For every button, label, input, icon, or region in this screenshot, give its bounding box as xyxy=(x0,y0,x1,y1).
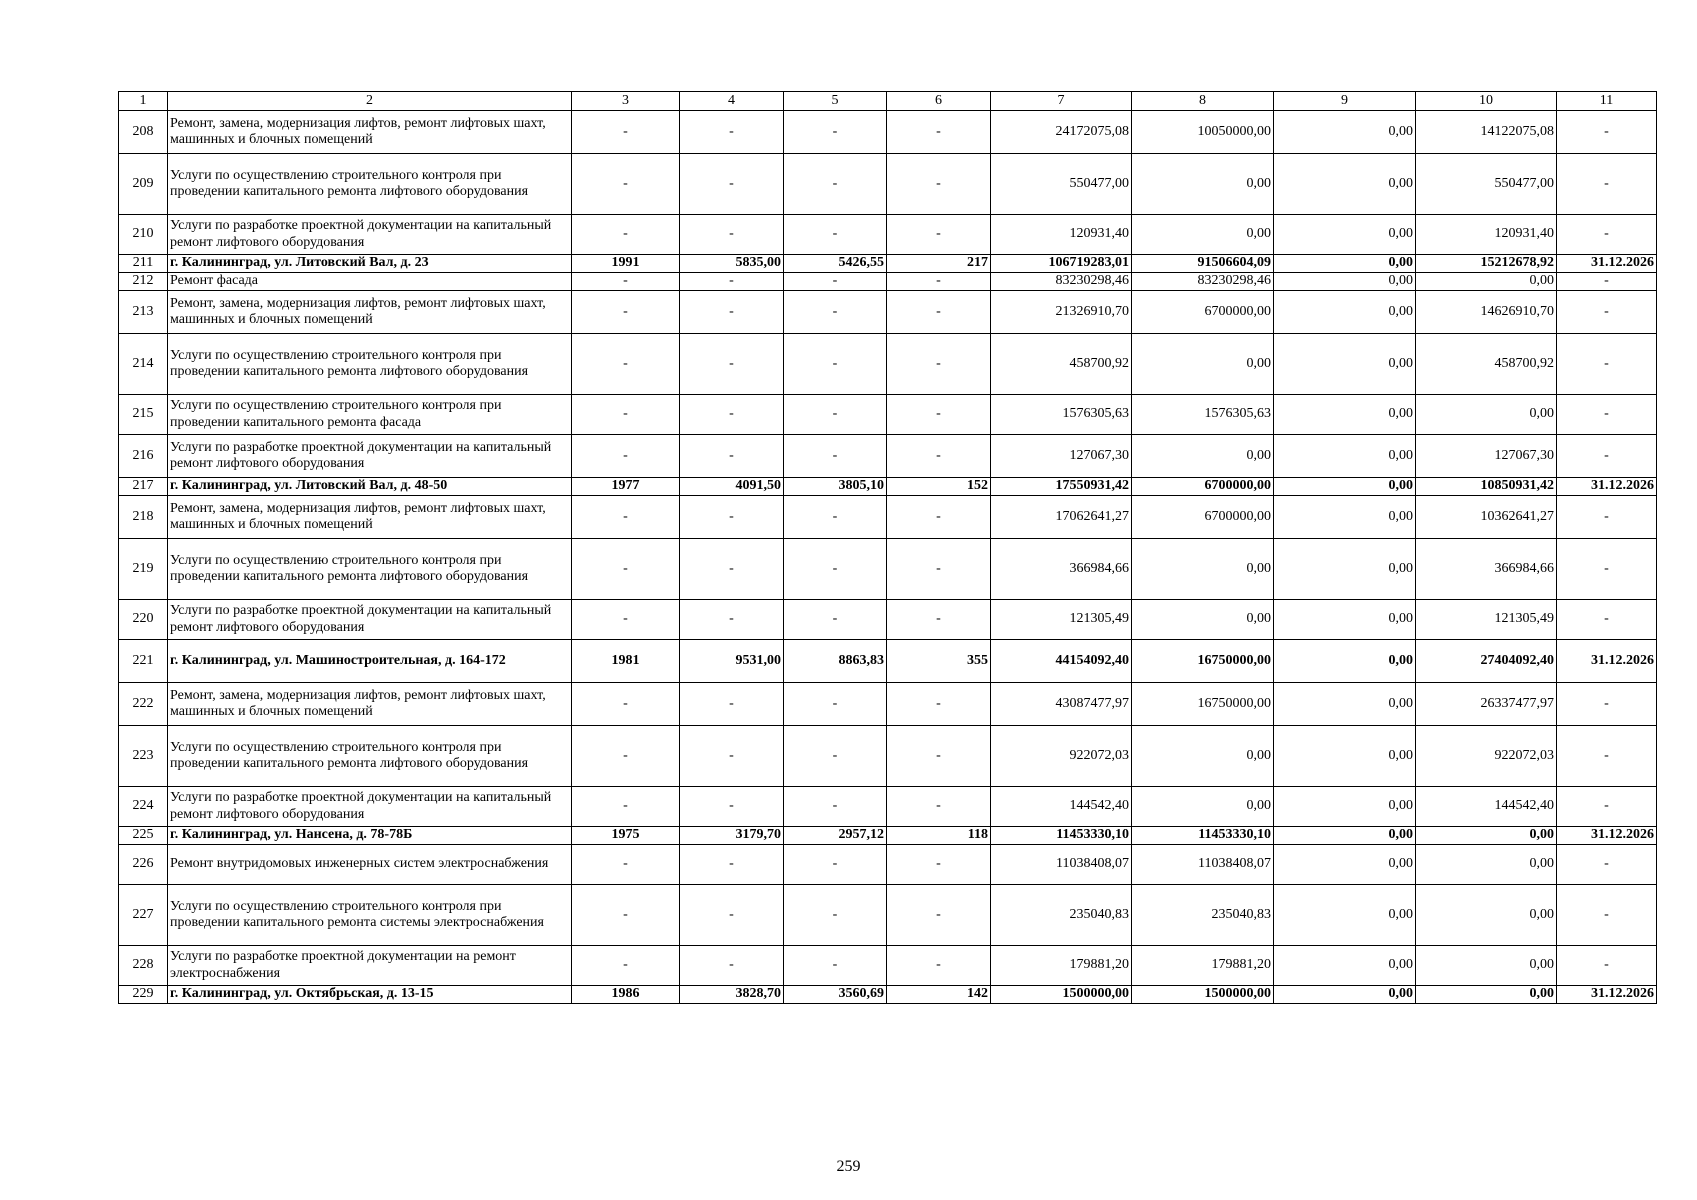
col9-cell: 0,00 xyxy=(1274,539,1416,600)
row-number-cell: 224 xyxy=(119,787,168,827)
col5-cell: - xyxy=(784,496,887,539)
col8-cell: 6700000,00 xyxy=(1132,478,1274,496)
col5-cell: - xyxy=(784,683,887,726)
address-row xyxy=(119,986,1657,1004)
description-cell: Ремонт внутридомовых инженерных систем электроснабжения xyxy=(168,845,572,885)
col9-cell: 0,00 xyxy=(1274,787,1416,827)
row-number-cell: 226 xyxy=(119,845,168,885)
description-cell: Ремонт, замена, модернизация лифтов, ремонт лифтовых шахт, машинных и блочных помещений xyxy=(168,291,572,334)
col8-cell: 0,00 xyxy=(1132,539,1274,600)
col6-cell: 152 xyxy=(887,478,991,496)
header-cell: 11 xyxy=(1557,92,1657,111)
work-item-row xyxy=(119,787,1657,827)
col4-cell: - xyxy=(680,111,784,154)
row-number-cell: 215 xyxy=(119,395,168,435)
col11-cell: 31.12.2026 xyxy=(1557,827,1657,845)
col7-cell: 17550931,42 xyxy=(991,478,1132,496)
year-cell: - xyxy=(572,726,680,787)
col9-cell: 0,00 xyxy=(1274,215,1416,255)
col5-cell: - xyxy=(784,435,887,478)
description-cell: Услуги по осуществлению строительного контроля при проведении капитального ремонта фасада xyxy=(168,395,572,435)
col6-cell: 355 xyxy=(887,640,991,683)
col11-cell: - xyxy=(1557,154,1657,215)
col11-cell: - xyxy=(1557,600,1657,640)
col4-cell: 3828,70 xyxy=(680,986,784,1004)
description-cell: г. Калининград, ул. Литовский Вал, д. 23 xyxy=(168,255,572,273)
year-cell: - xyxy=(572,885,680,946)
repair-program-table xyxy=(118,91,1657,1004)
col4-cell: - xyxy=(680,435,784,478)
col6-cell: - xyxy=(887,215,991,255)
year-cell: 1977 xyxy=(572,478,680,496)
page-number: 259 xyxy=(836,1158,861,1175)
col10-cell: 922072,03 xyxy=(1416,726,1557,787)
col9-cell: 0,00 xyxy=(1274,154,1416,215)
col7-cell: 1500000,00 xyxy=(991,986,1132,1004)
row-number-cell: 210 xyxy=(119,215,168,255)
col7-cell: 24172075,08 xyxy=(991,111,1132,154)
col7-cell: 144542,40 xyxy=(991,787,1132,827)
year-cell: - xyxy=(572,111,680,154)
col7-cell: 127067,30 xyxy=(991,435,1132,478)
description-cell: Ремонт, замена, модернизация лифтов, ремонт лифтовых шахт, машинных и блочных помещений xyxy=(168,683,572,726)
header-cell: 1 xyxy=(119,92,168,111)
col10-cell: 26337477,97 xyxy=(1416,683,1557,726)
row-number-cell: 208 xyxy=(119,111,168,154)
col9-cell: 0,00 xyxy=(1274,111,1416,154)
work-item-row xyxy=(119,154,1657,215)
header-cell: 9 xyxy=(1274,92,1416,111)
col4-cell: 3179,70 xyxy=(680,827,784,845)
year-cell: 1975 xyxy=(572,827,680,845)
col10-cell: 14122075,08 xyxy=(1416,111,1557,154)
col7-cell: 43087477,97 xyxy=(991,683,1132,726)
work-item-row xyxy=(119,946,1657,986)
col5-cell: - xyxy=(784,395,887,435)
col10-cell: 458700,92 xyxy=(1416,334,1557,395)
column-number-header-row xyxy=(119,92,1657,111)
col4-cell: - xyxy=(680,496,784,539)
col7-cell: 11453330,10 xyxy=(991,827,1132,845)
work-item-row xyxy=(119,111,1657,154)
col10-cell: 121305,49 xyxy=(1416,600,1557,640)
col10-cell: 366984,66 xyxy=(1416,539,1557,600)
work-item-row xyxy=(119,683,1657,726)
col8-cell: 235040,83 xyxy=(1132,885,1274,946)
col8-cell: 10050000,00 xyxy=(1132,111,1274,154)
col5-cell: - xyxy=(784,787,887,827)
col5-cell: 5426,55 xyxy=(784,255,887,273)
col8-cell: 0,00 xyxy=(1132,726,1274,787)
col4-cell: - xyxy=(680,600,784,640)
col4-cell: - xyxy=(680,845,784,885)
year-cell: - xyxy=(572,683,680,726)
col11-cell: - xyxy=(1557,539,1657,600)
col5-cell: - xyxy=(784,273,887,291)
col10-cell: 144542,40 xyxy=(1416,787,1557,827)
col9-cell: 0,00 xyxy=(1274,885,1416,946)
year-cell: - xyxy=(572,946,680,986)
col6-cell: - xyxy=(887,334,991,395)
col10-cell: 0,00 xyxy=(1416,395,1557,435)
col7-cell: 1576305,63 xyxy=(991,395,1132,435)
col7-cell: 458700,92 xyxy=(991,334,1132,395)
col5-cell: 8863,83 xyxy=(784,640,887,683)
col6-cell: - xyxy=(887,273,991,291)
col5-cell: - xyxy=(784,946,887,986)
col9-cell: 0,00 xyxy=(1274,683,1416,726)
col4-cell: - xyxy=(680,215,784,255)
col11-cell: - xyxy=(1557,946,1657,986)
description-cell: г. Калининград, ул. Литовский Вал, д. 48-50 xyxy=(168,478,572,496)
col8-cell: 0,00 xyxy=(1132,215,1274,255)
year-cell: - xyxy=(572,291,680,334)
header-cell: 10 xyxy=(1416,92,1557,111)
col8-cell: 83230298,46 xyxy=(1132,273,1274,291)
col7-cell: 11038408,07 xyxy=(991,845,1132,885)
work-item-row xyxy=(119,845,1657,885)
work-item-row xyxy=(119,215,1657,255)
year-cell: - xyxy=(572,539,680,600)
col11-cell: - xyxy=(1557,885,1657,946)
year-cell: 1986 xyxy=(572,986,680,1004)
col6-cell: - xyxy=(887,154,991,215)
col5-cell: - xyxy=(784,726,887,787)
col5-cell: - xyxy=(784,154,887,215)
header-cell: 7 xyxy=(991,92,1132,111)
col9-cell: 0,00 xyxy=(1274,986,1416,1004)
col10-cell: 0,00 xyxy=(1416,273,1557,291)
col10-cell: 10362641,27 xyxy=(1416,496,1557,539)
col11-cell: - xyxy=(1557,845,1657,885)
col8-cell: 0,00 xyxy=(1132,154,1274,215)
row-number-cell: 212 xyxy=(119,273,168,291)
col7-cell: 235040,83 xyxy=(991,885,1132,946)
col5-cell: - xyxy=(784,600,887,640)
col9-cell: 0,00 xyxy=(1274,255,1416,273)
col11-cell: - xyxy=(1557,726,1657,787)
work-item-row xyxy=(119,496,1657,539)
header-cell: 6 xyxy=(887,92,991,111)
col10-cell: 14626910,70 xyxy=(1416,291,1557,334)
row-number-cell: 213 xyxy=(119,291,168,334)
col6-cell: - xyxy=(887,600,991,640)
year-cell: 1981 xyxy=(572,640,680,683)
col10-cell: 0,00 xyxy=(1416,885,1557,946)
col11-cell: - xyxy=(1557,111,1657,154)
work-item-row xyxy=(119,600,1657,640)
header-cell: 3 xyxy=(572,92,680,111)
col11-cell: - xyxy=(1557,683,1657,726)
col9-cell: 0,00 xyxy=(1274,273,1416,291)
col7-cell: 44154092,40 xyxy=(991,640,1132,683)
col9-cell: 0,00 xyxy=(1274,334,1416,395)
col8-cell: 16750000,00 xyxy=(1132,640,1274,683)
col6-cell: - xyxy=(887,946,991,986)
col4-cell: - xyxy=(680,946,784,986)
col10-cell: 0,00 xyxy=(1416,986,1557,1004)
year-cell: - xyxy=(572,273,680,291)
description-cell: Ремонт, замена, модернизация лифтов, ремонт лифтовых шахт, машинных и блочных помещений xyxy=(168,496,572,539)
col5-cell: - xyxy=(784,291,887,334)
description-cell: г. Калининград, ул. Машиностроительная, д. 164-172 xyxy=(168,640,572,683)
year-cell: - xyxy=(572,334,680,395)
col8-cell: 16750000,00 xyxy=(1132,683,1274,726)
col4-cell: - xyxy=(680,334,784,395)
description-cell: Ремонт, замена, модернизация лифтов, ремонт лифтовых шахт, машинных и блочных помещений xyxy=(168,111,572,154)
description-cell: Услуги по разработке проектной документации на капитальный ремонт лифтового оборудования xyxy=(168,787,572,827)
col6-cell: - xyxy=(887,726,991,787)
col11-cell: - xyxy=(1557,273,1657,291)
col5-cell: 3805,10 xyxy=(784,478,887,496)
col6-cell: - xyxy=(887,845,991,885)
col5-cell: - xyxy=(784,539,887,600)
col9-cell: 0,00 xyxy=(1274,496,1416,539)
col7-cell: 106719283,01 xyxy=(991,255,1132,273)
col8-cell: 1576305,63 xyxy=(1132,395,1274,435)
row-number-cell: 223 xyxy=(119,726,168,787)
work-item-row xyxy=(119,395,1657,435)
col8-cell: 179881,20 xyxy=(1132,946,1274,986)
col4-cell: - xyxy=(680,154,784,215)
col10-cell: 10850931,42 xyxy=(1416,478,1557,496)
col11-cell: 31.12.2026 xyxy=(1557,986,1657,1004)
col8-cell: 6700000,00 xyxy=(1132,496,1274,539)
col6-cell: - xyxy=(887,435,991,478)
row-number-cell: 216 xyxy=(119,435,168,478)
col8-cell: 0,00 xyxy=(1132,334,1274,395)
col11-cell: - xyxy=(1557,395,1657,435)
header-cell: 2 xyxy=(168,92,572,111)
address-row xyxy=(119,640,1657,683)
row-number-cell: 217 xyxy=(119,478,168,496)
year-cell: - xyxy=(572,154,680,215)
col7-cell: 83230298,46 xyxy=(991,273,1132,291)
row-number-cell: 218 xyxy=(119,496,168,539)
description-cell: г. Калининград, ул. Нансена, д. 78-78Б xyxy=(168,827,572,845)
row-number-cell: 209 xyxy=(119,154,168,215)
header-cell: 5 xyxy=(784,92,887,111)
col8-cell: 6700000,00 xyxy=(1132,291,1274,334)
col9-cell: 0,00 xyxy=(1274,478,1416,496)
col6-cell: - xyxy=(887,683,991,726)
col8-cell: 11038408,07 xyxy=(1132,845,1274,885)
col4-cell: - xyxy=(680,787,784,827)
col8-cell: 0,00 xyxy=(1132,435,1274,478)
col7-cell: 550477,00 xyxy=(991,154,1132,215)
col7-cell: 179881,20 xyxy=(991,946,1132,986)
col8-cell: 91506604,09 xyxy=(1132,255,1274,273)
col11-cell: 31.12.2026 xyxy=(1557,640,1657,683)
header-cell: 4 xyxy=(680,92,784,111)
col4-cell: - xyxy=(680,726,784,787)
header-cell: 8 xyxy=(1132,92,1274,111)
col10-cell: 550477,00 xyxy=(1416,154,1557,215)
work-item-row xyxy=(119,726,1657,787)
col9-cell: 0,00 xyxy=(1274,946,1416,986)
col11-cell: - xyxy=(1557,435,1657,478)
col5-cell: - xyxy=(784,845,887,885)
col5-cell: - xyxy=(784,215,887,255)
work-item-row xyxy=(119,435,1657,478)
col6-cell: - xyxy=(887,395,991,435)
description-cell: Услуги по разработке проектной документации на капитальный ремонт лифтового оборудования xyxy=(168,435,572,478)
col10-cell: 0,00 xyxy=(1416,827,1557,845)
year-cell: - xyxy=(572,395,680,435)
col6-cell: 118 xyxy=(887,827,991,845)
col6-cell: - xyxy=(887,291,991,334)
col8-cell: 0,00 xyxy=(1132,600,1274,640)
col11-cell: - xyxy=(1557,291,1657,334)
col6-cell: - xyxy=(887,496,991,539)
col9-cell: 0,00 xyxy=(1274,395,1416,435)
col4-cell: - xyxy=(680,885,784,946)
col11-cell: - xyxy=(1557,496,1657,539)
col6-cell: - xyxy=(887,885,991,946)
col11-cell: 31.12.2026 xyxy=(1557,478,1657,496)
description-cell: Услуги по осуществлению строительного контроля при проведении капитального ремонта лифтового оборудования xyxy=(168,726,572,787)
description-cell: Услуги по разработке проектной документации на капитальный ремонт лифтового оборудования xyxy=(168,215,572,255)
description-cell: Услуги по осуществлению строительного контроля при проведении капитального ремонта системы электроснабжения xyxy=(168,885,572,946)
address-row xyxy=(119,255,1657,273)
col10-cell: 15212678,92 xyxy=(1416,255,1557,273)
col11-cell: - xyxy=(1557,215,1657,255)
col4-cell: - xyxy=(680,273,784,291)
col4-cell: 5835,00 xyxy=(680,255,784,273)
description-cell: Услуги по осуществлению строительного контроля при проведении капитального ремонта лифтового оборудования xyxy=(168,334,572,395)
row-number-cell: 227 xyxy=(119,885,168,946)
col11-cell: - xyxy=(1557,787,1657,827)
col9-cell: 0,00 xyxy=(1274,435,1416,478)
address-row xyxy=(119,478,1657,496)
description-cell: Услуги по осуществлению строительного контроля при проведении капитального ремонта лифтового оборудования xyxy=(168,154,572,215)
year-cell: - xyxy=(572,600,680,640)
col10-cell: 0,00 xyxy=(1416,845,1557,885)
work-item-row xyxy=(119,334,1657,395)
col4-cell: 9531,00 xyxy=(680,640,784,683)
year-cell: - xyxy=(572,435,680,478)
col5-cell: - xyxy=(784,334,887,395)
work-item-row xyxy=(119,885,1657,946)
col9-cell: 0,00 xyxy=(1274,827,1416,845)
year-cell: - xyxy=(572,496,680,539)
col9-cell: 0,00 xyxy=(1274,845,1416,885)
year-cell: 1991 xyxy=(572,255,680,273)
col10-cell: 127067,30 xyxy=(1416,435,1557,478)
row-number-cell: 222 xyxy=(119,683,168,726)
col4-cell: - xyxy=(680,395,784,435)
year-cell: - xyxy=(572,215,680,255)
col10-cell: 120931,40 xyxy=(1416,215,1557,255)
work-item-row xyxy=(119,539,1657,600)
col9-cell: 0,00 xyxy=(1274,640,1416,683)
row-number-cell: 221 xyxy=(119,640,168,683)
row-number-cell: 220 xyxy=(119,600,168,640)
col10-cell: 27404092,40 xyxy=(1416,640,1557,683)
col5-cell: 3560,69 xyxy=(784,986,887,1004)
description-cell: Услуги по разработке проектной документации на ремонт электроснабжения xyxy=(168,946,572,986)
col11-cell: 31.12.2026 xyxy=(1557,255,1657,273)
row-number-cell: 225 xyxy=(119,827,168,845)
description-cell: г. Калининград, ул. Октябрьская, д. 13-15 xyxy=(168,986,572,1004)
col4-cell: - xyxy=(680,539,784,600)
year-cell: - xyxy=(572,845,680,885)
col6-cell: - xyxy=(887,111,991,154)
row-number-cell: 228 xyxy=(119,946,168,986)
col10-cell: 0,00 xyxy=(1416,946,1557,986)
col7-cell: 21326910,70 xyxy=(991,291,1132,334)
address-row xyxy=(119,827,1657,845)
col4-cell: - xyxy=(680,291,784,334)
col7-cell: 922072,03 xyxy=(991,726,1132,787)
col9-cell: 0,00 xyxy=(1274,291,1416,334)
year-cell: - xyxy=(572,787,680,827)
work-item-row xyxy=(119,291,1657,334)
col7-cell: 17062641,27 xyxy=(991,496,1132,539)
col7-cell: 121305,49 xyxy=(991,600,1132,640)
col11-cell: - xyxy=(1557,334,1657,395)
col9-cell: 0,00 xyxy=(1274,600,1416,640)
col8-cell: 11453330,10 xyxy=(1132,827,1274,845)
description-cell: Ремонт фасада xyxy=(168,273,572,291)
row-number-cell: 211 xyxy=(119,255,168,273)
description-cell: Услуги по осуществлению строительного контроля при проведении капитального ремонта лифтового оборудования xyxy=(168,539,572,600)
col5-cell: 2957,12 xyxy=(784,827,887,845)
col6-cell: 142 xyxy=(887,986,991,1004)
description-cell: Услуги по разработке проектной документации на капитальный ремонт лифтового оборудования xyxy=(168,600,572,640)
row-number-cell: 214 xyxy=(119,334,168,395)
col9-cell: 0,00 xyxy=(1274,726,1416,787)
col7-cell: 366984,66 xyxy=(991,539,1132,600)
col6-cell: 217 xyxy=(887,255,991,273)
work-item-row xyxy=(119,273,1657,291)
col8-cell: 0,00 xyxy=(1132,787,1274,827)
col7-cell: 120931,40 xyxy=(991,215,1132,255)
row-number-cell: 219 xyxy=(119,539,168,600)
col4-cell: 4091,50 xyxy=(680,478,784,496)
row-number-cell: 229 xyxy=(119,986,168,1004)
col8-cell: 1500000,00 xyxy=(1132,986,1274,1004)
col6-cell: - xyxy=(887,539,991,600)
col6-cell: - xyxy=(887,787,991,827)
col5-cell: - xyxy=(784,111,887,154)
col5-cell: - xyxy=(784,885,887,946)
col4-cell: - xyxy=(680,683,784,726)
